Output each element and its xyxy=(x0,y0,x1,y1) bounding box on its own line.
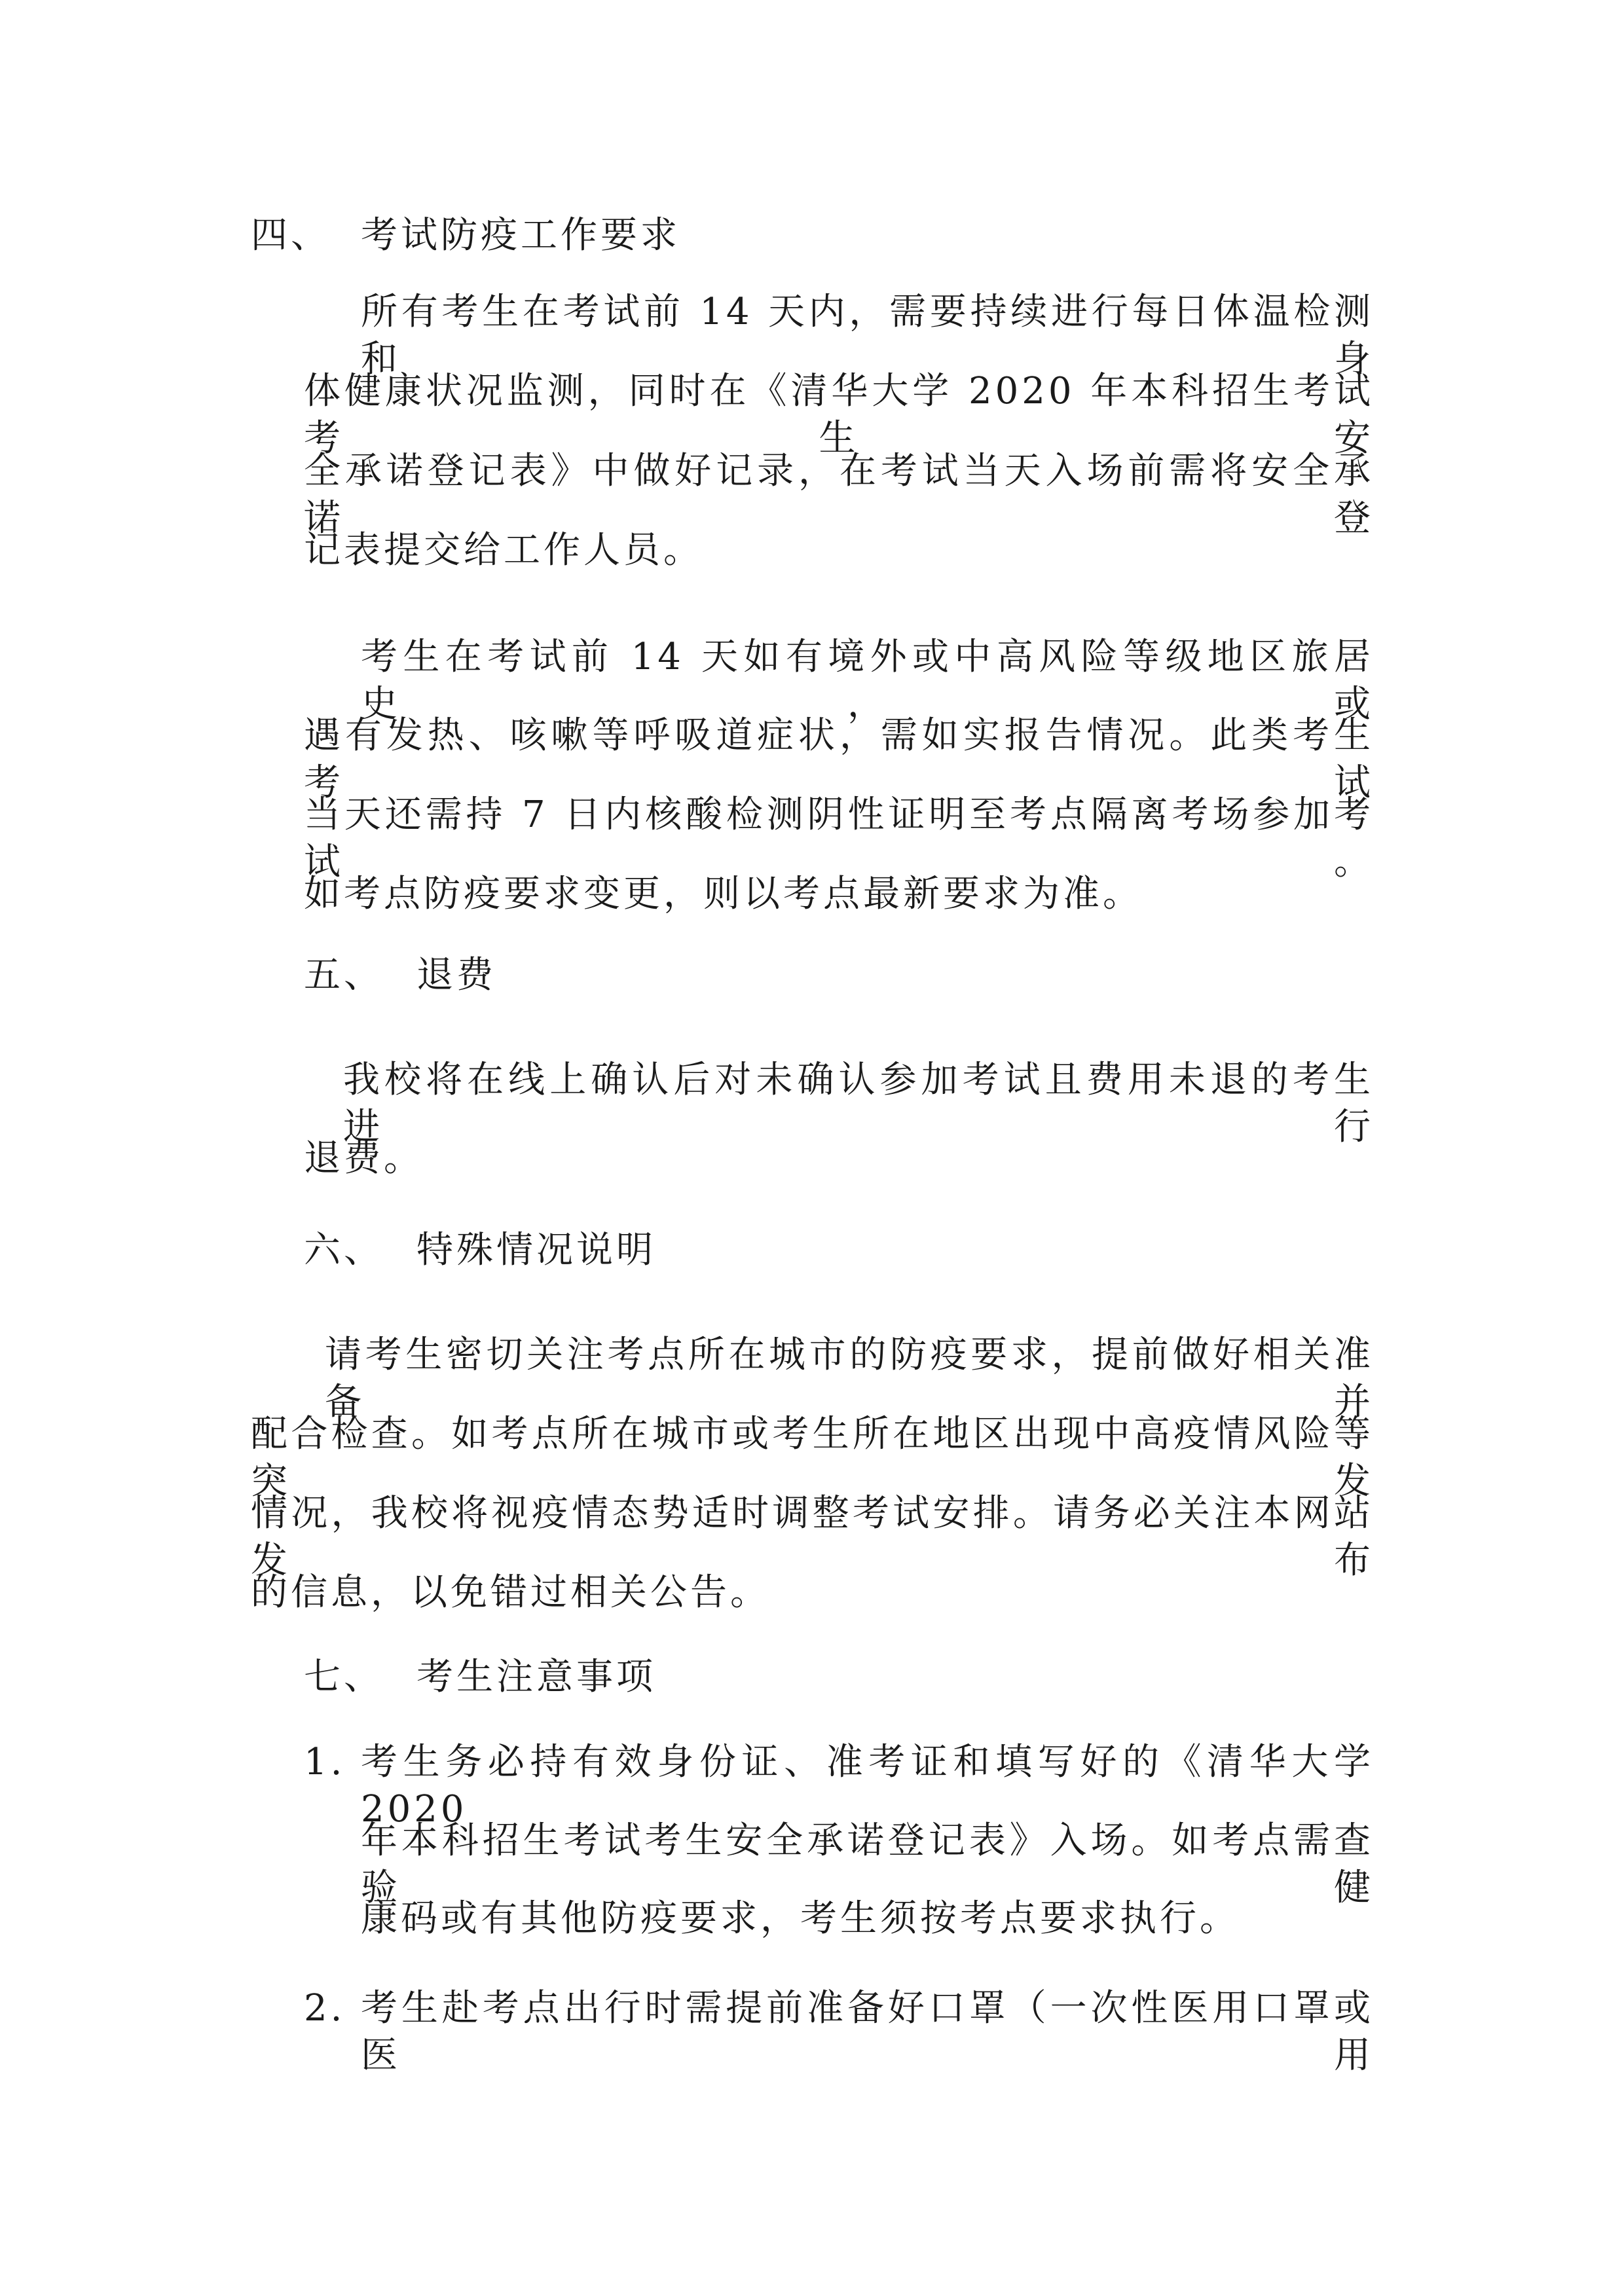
section-heading-5 xyxy=(304,952,697,999)
paragraph-line: 如考点防疫要求变更，则以考点最新要求为准。 xyxy=(304,873,1143,915)
paragraph-line: 当天还需持 7 日内核酸检测阴性证明至考点隔离考场参加考试。 xyxy=(304,793,1374,883)
paragraph-line: 考生在考试前 14 天如有境外或中高风险等级地区旅居史，或 xyxy=(361,636,1374,725)
paragraph-line: 情况，我校将视疫情态势适时调整考试安排。请务必关注本网站发布 xyxy=(251,1492,1374,1582)
paragraph-line: 体健康状况监测，同时在《清华大学 2020 年本科招生考试考生安 xyxy=(304,370,1374,460)
section-number: 七、 xyxy=(304,1656,384,1698)
list-item-line: 考生赴考点出行时需提前准备好口罩（一次性医用口罩或医用 xyxy=(361,1987,1374,2077)
paragraph-line: 遇有发热、咳嗽等呼吸道症状，需如实报告情况。此类考生考试 xyxy=(304,714,1374,804)
paragraph-line: 所有考生在考试前 14 天内，需要持续进行每日体温检测和身 xyxy=(361,291,1374,380)
paragraph-line: 记表提交给工作人员。 xyxy=(304,529,703,572)
section-title: 退费 xyxy=(416,954,496,996)
paragraph-line: 配合检查。如考点所在城市或考生所在地区出现中高疫情风险等突发 xyxy=(251,1413,1374,1503)
section-heading-6 xyxy=(304,1227,828,1274)
paragraph-line: 的信息，以免错过相关公告。 xyxy=(251,1571,770,1614)
paragraph-line: 我校将在线上确认后对未确认参加考试且费用未退的考生进行 xyxy=(343,1059,1374,1148)
section-title: 考生注意事项 xyxy=(416,1656,656,1698)
section-number: 四、 xyxy=(251,214,331,257)
section-title: 考试防疫工作要求 xyxy=(361,214,680,257)
list-item-number: 2. xyxy=(304,1987,346,2030)
list-item-line: 年本科招生考试考生安全承诺登记表》入场。如考点需查验健 xyxy=(361,1819,1374,1909)
paragraph-line: 退费。 xyxy=(304,1137,424,1180)
section-heading-4 xyxy=(251,212,709,259)
section-heading-7 xyxy=(304,1654,828,1701)
paragraph-line: 全承诺登记表》中做好记录，在考试当天入场前需将安全承诺登 xyxy=(304,450,1374,539)
paragraph-line: 请考生密切关注考点所在城市的防疫要求，提前做好相关准备并 xyxy=(325,1334,1374,1423)
list-item-number: 1. xyxy=(304,1741,346,1783)
list-item-line: 考生务必持有效身份证、准考证和填写好的《清华大学 2020 xyxy=(361,1741,1374,1831)
list-item-line: 康码或有其他防疫要求，考生须按考点要求执行。 xyxy=(361,1897,1240,1940)
section-number: 六、 xyxy=(304,1229,384,1271)
section-title: 特殊情况说明 xyxy=(416,1229,656,1271)
section-number: 五、 xyxy=(304,954,384,996)
